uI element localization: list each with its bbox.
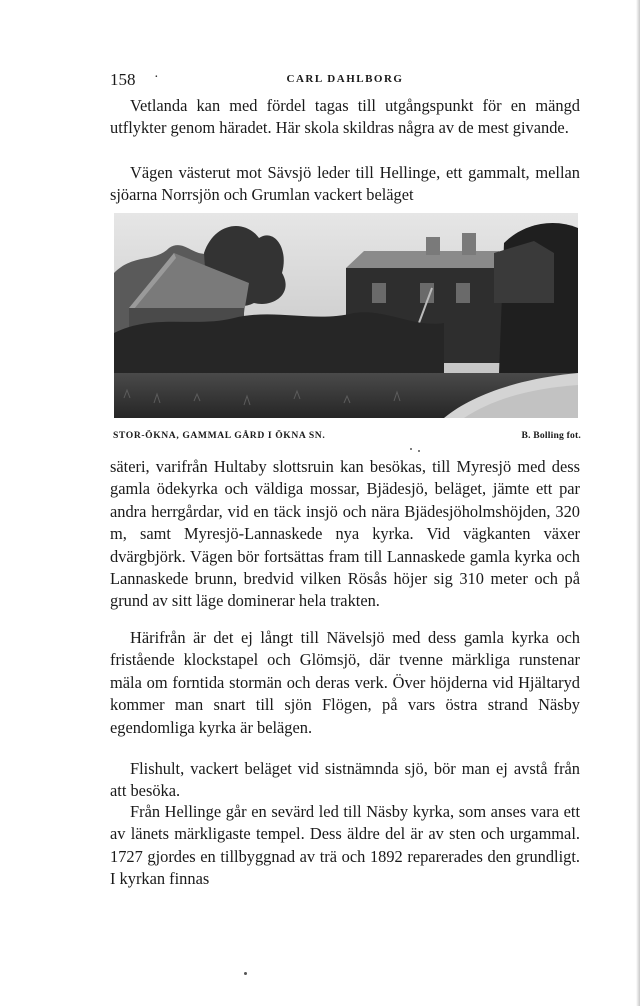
- paragraph-routes: säteri, varifrån Hultaby slottsruin kan besökas, till Myresjö med dess gamla ödekyrka och väldiga mossar, Bjädesjö, beläget, jämte ett par andra herrgårdar, vid en täck insjö och nära Bjädesjöholmshöjden, 320 m, samt Myresjö-Lannaskede nya kyrka. Vid vägkanten växer dvärgbjörk. Vägen bör fortsättas fram till Lannaskede gamla kyrka och Lannaskede brunn, bredvid vilken Rösås höjer sig 310 meter och på grund av sitt läge dominerar hela trakten.: [110, 457, 580, 611]
- paper-speck: [410, 448, 412, 450]
- paragraph-hellinge: Vägen västerut mot Sävsjö leder till Hellinge, ett gammalt, mellan sjöarna Norrsjön och Grumlan vackert beläget: [110, 163, 580, 205]
- paragraph-intro: Vetlanda kan med fördel tagas till utgångspunkt för en mängd utflykter genom häradet. Här skola skildras några av de mest givande.: [110, 96, 580, 138]
- paragraph-nasby: Från Hellinge går en sevärd led till Näsby kyrka, som anses vara ett av länets märkligaste tempel. Dess äldre del är av sten och urgammal. 1727 gjordes en tillbyggnad av trä och 1892 reparerades den grundligt. I kyrkan finnas: [110, 802, 580, 889]
- photo-credit: B. Bolling fot.: [521, 430, 581, 441]
- header-ornament: ·: [154, 70, 159, 85]
- paragraph-navelsjo: Härifrån är det ej långt till Nävelsjö med dess gamla kyrka och fristående klockstapel och Glömsjö, där tvenne märkliga runstenar mäla om forntida stormän och deras verk. Över höjderna vid Hjältaryd kommer man snart till sjön Flögen, på vars östra strand Näsby egendomliga kyrka är belägen.: [110, 628, 580, 737]
- photograph-stor-okna-farm: [114, 213, 578, 418]
- paper-speck: [418, 450, 420, 452]
- paper-speck: [244, 972, 247, 975]
- running-title: CARL DAHLBORG: [286, 73, 404, 85]
- page-number: 158: [110, 70, 136, 89]
- page-header: [110, 70, 580, 90]
- paragraph-flishult: Flishult, vackert beläget vid sistnämnda sjö, bör man ej avstå från att besöka.: [110, 759, 580, 801]
- figure-caption: [113, 430, 581, 444]
- page-edge-shadow: [636, 0, 640, 1006]
- caption-text: STOR-ÖKNA, GAMMAL GÅRD I ÖKNA SN.: [113, 430, 326, 441]
